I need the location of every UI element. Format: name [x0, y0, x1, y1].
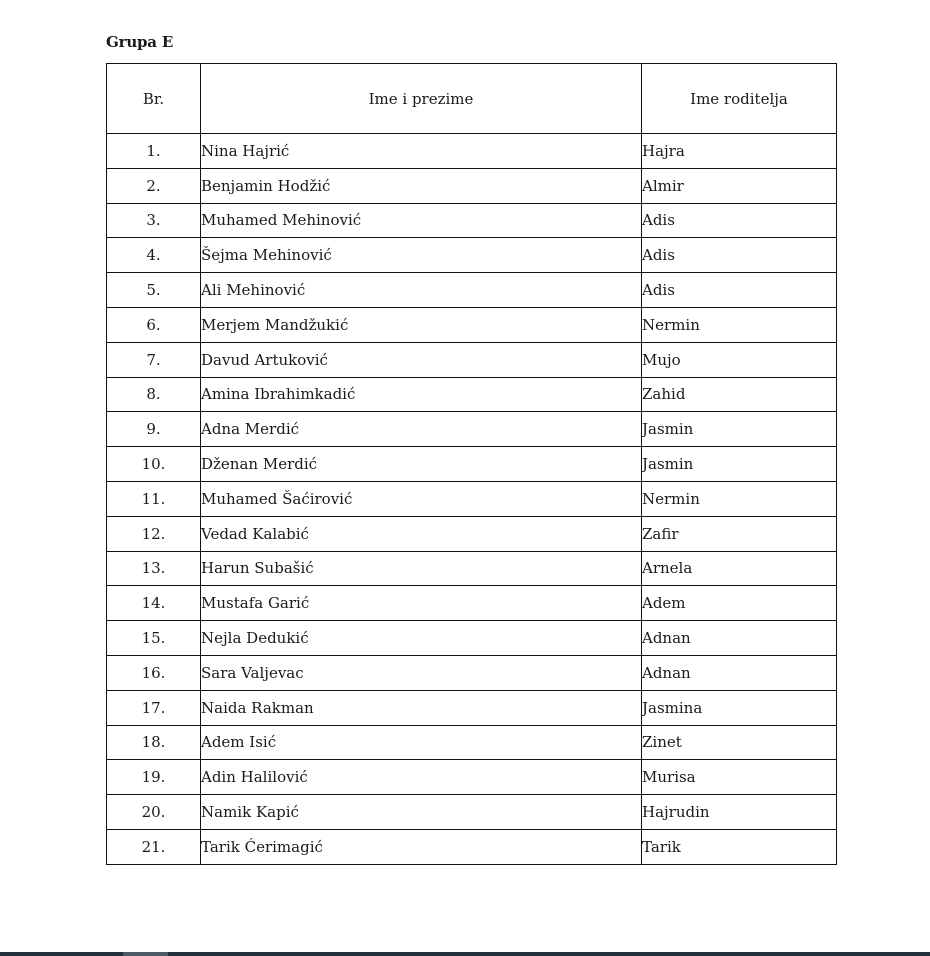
table-row — [107, 307, 837, 342]
header-name: Ime i prezime — [201, 64, 642, 134]
table-row — [107, 203, 837, 238]
row-parent: Hajrudin — [642, 795, 837, 830]
row-name: Adem Isić — [201, 725, 642, 760]
table-row — [107, 655, 837, 690]
row-name: Muhamed Šaćirović — [201, 481, 642, 516]
row-name: Harun Subašić — [201, 551, 642, 586]
row-number: 2. — [107, 168, 201, 203]
header-parent: Ime roditelja — [642, 64, 837, 134]
row-parent: Zinet — [642, 725, 837, 760]
row-number: 15. — [107, 621, 201, 656]
row-name: Dženan Merdić — [201, 447, 642, 482]
row-parent: Adis — [642, 238, 837, 273]
row-name: Vedad Kalabić — [201, 516, 642, 551]
group-title: Grupa E — [106, 33, 174, 51]
row-number: 5. — [107, 273, 201, 308]
row-number: 1. — [107, 134, 201, 169]
table-row — [107, 134, 837, 169]
row-number: 14. — [107, 586, 201, 621]
row-number: 12. — [107, 516, 201, 551]
table-row — [107, 447, 837, 482]
table-row — [107, 481, 837, 516]
row-number: 21. — [107, 829, 201, 864]
row-number: 18. — [107, 725, 201, 760]
table-header-row — [107, 64, 837, 134]
row-name: Muhamed Mehinović — [201, 203, 642, 238]
row-parent: Zahid — [642, 377, 837, 412]
row-parent: Adis — [642, 203, 837, 238]
row-parent: Nermin — [642, 481, 837, 516]
table-row — [107, 760, 837, 795]
row-number: 17. — [107, 690, 201, 725]
table-row — [107, 412, 837, 447]
table-row — [107, 238, 837, 273]
row-parent: Jasmin — [642, 412, 837, 447]
row-parent: Nermin — [642, 307, 837, 342]
row-number: 20. — [107, 795, 201, 830]
student-roster-table — [106, 63, 837, 865]
row-name: Sara Valjevac — [201, 655, 642, 690]
table-row — [107, 829, 837, 864]
row-number: 6. — [107, 307, 201, 342]
table-row — [107, 516, 837, 551]
row-name: Benjamin Hodžić — [201, 168, 642, 203]
row-name: Davud Artuković — [201, 342, 642, 377]
row-number: 10. — [107, 447, 201, 482]
row-name: Šejma Mehinović — [201, 238, 642, 273]
row-parent: Tarik — [642, 829, 837, 864]
row-number: 8. — [107, 377, 201, 412]
row-parent: Adem — [642, 586, 837, 621]
table-row — [107, 168, 837, 203]
row-parent: Hajra — [642, 134, 837, 169]
table-row — [107, 621, 837, 656]
table-row — [107, 377, 837, 412]
row-name: Nina Hajrić — [201, 134, 642, 169]
row-name: Nejla Dedukić — [201, 621, 642, 656]
row-parent: Arnela — [642, 551, 837, 586]
row-parent: Zafir — [642, 516, 837, 551]
row-name: Adin Halilović — [201, 760, 642, 795]
table-row — [107, 795, 837, 830]
table-row — [107, 725, 837, 760]
row-number: 4. — [107, 238, 201, 273]
row-name: Adna Merdić — [201, 412, 642, 447]
row-parent: Murisa — [642, 760, 837, 795]
row-parent: Almir — [642, 168, 837, 203]
row-name: Amina Ibrahimkadić — [201, 377, 642, 412]
row-number: 9. — [107, 412, 201, 447]
scrollbar-thumb[interactable] — [123, 952, 168, 956]
row-number: 19. — [107, 760, 201, 795]
row-parent: Adnan — [642, 621, 837, 656]
row-number: 11. — [107, 481, 201, 516]
table-row — [107, 690, 837, 725]
row-name: Ali Mehinović — [201, 273, 642, 308]
row-number: 3. — [107, 203, 201, 238]
row-parent: Adis — [642, 273, 837, 308]
row-number: 13. — [107, 551, 201, 586]
row-parent: Jasmin — [642, 447, 837, 482]
row-name: Naida Rakman — [201, 690, 642, 725]
row-parent: Jasmina — [642, 690, 837, 725]
table-row — [107, 551, 837, 586]
header-number: Br. — [107, 64, 201, 134]
row-name: Mustafa Garić — [201, 586, 642, 621]
row-name: Namik Kapić — [201, 795, 642, 830]
table-row — [107, 273, 837, 308]
row-name: Merjem Mandžukić — [201, 307, 642, 342]
row-number: 7. — [107, 342, 201, 377]
table-row — [107, 586, 837, 621]
row-parent: Mujo — [642, 342, 837, 377]
table-row — [107, 342, 837, 377]
row-name: Tarik Ćerimagić — [201, 829, 642, 864]
row-number: 16. — [107, 655, 201, 690]
bottom-scroll-strip[interactable] — [0, 952, 930, 956]
row-parent: Adnan — [642, 655, 837, 690]
